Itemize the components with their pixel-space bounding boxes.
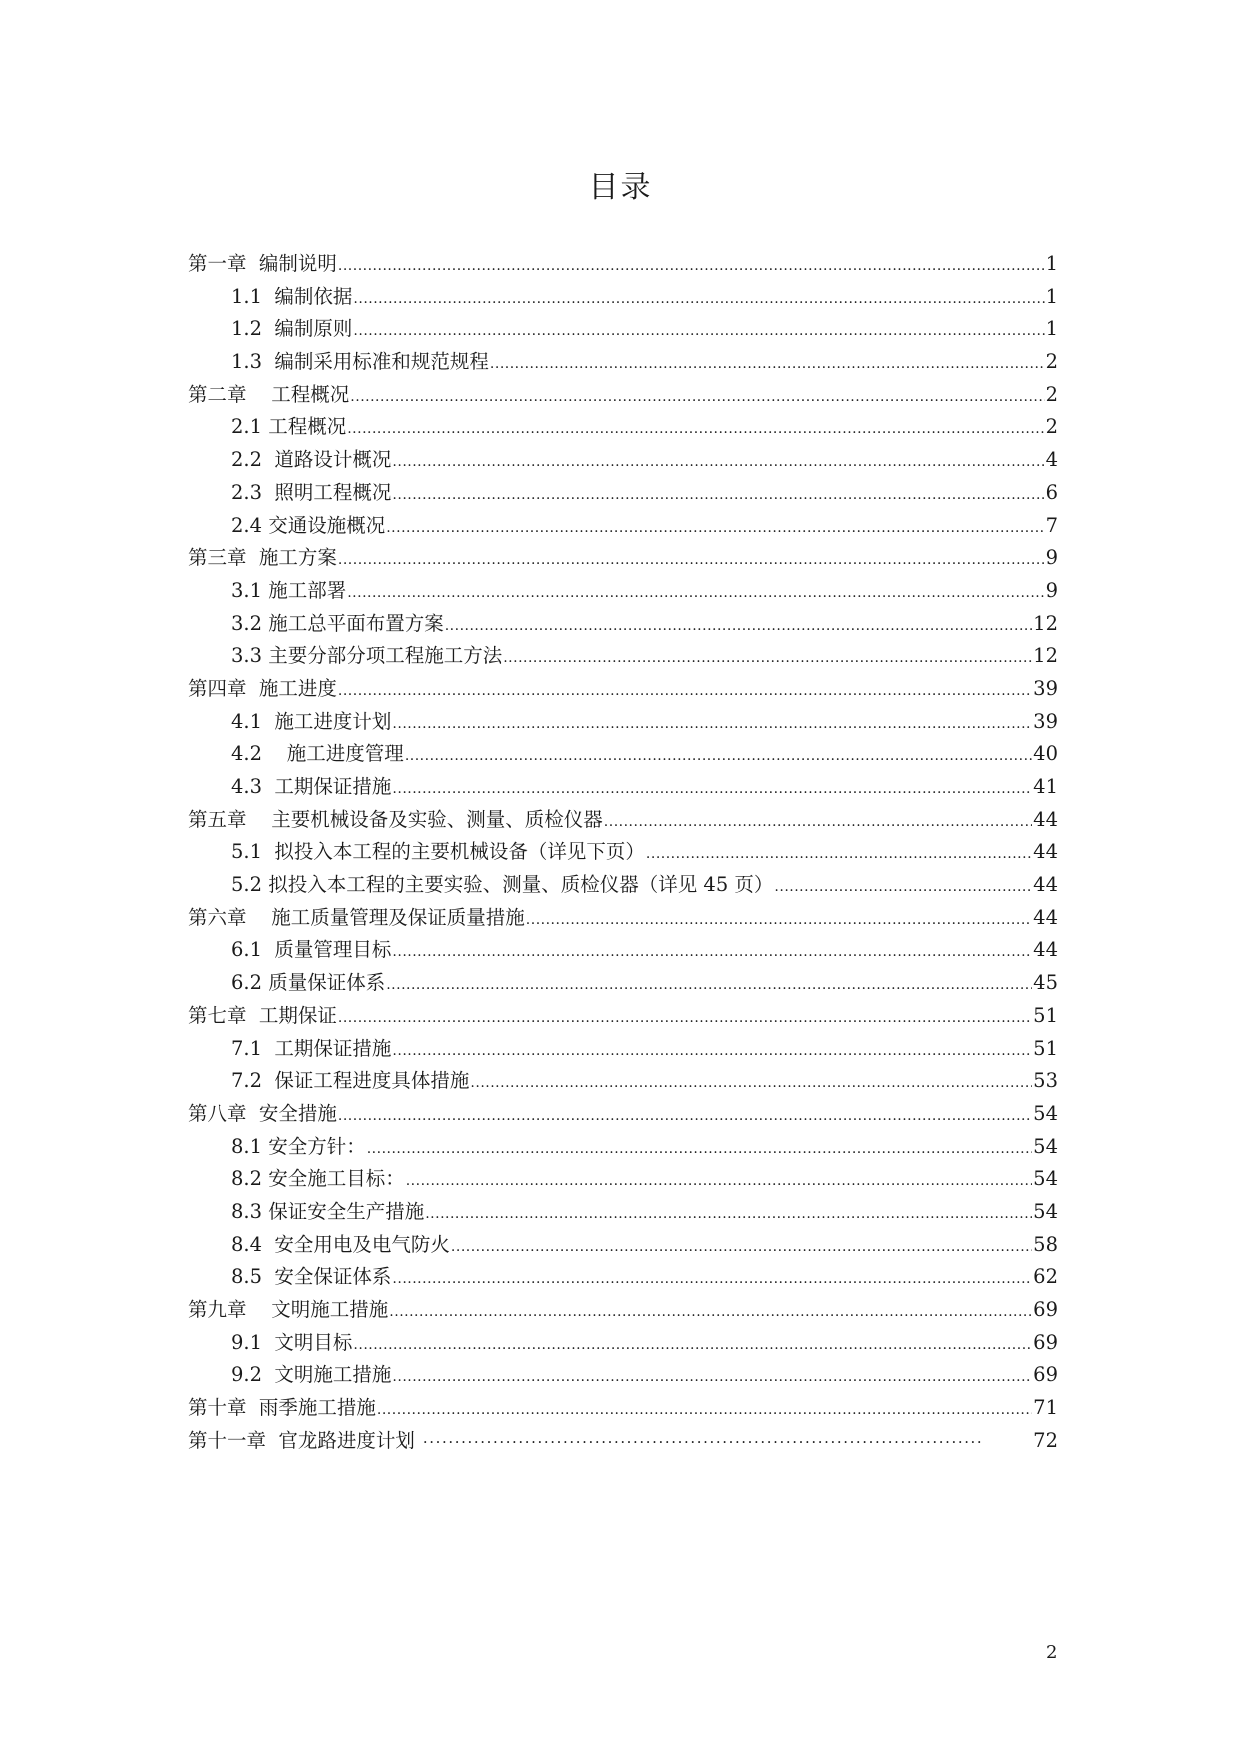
toc-entry-page-number: 54 [1033, 1199, 1058, 1223]
toc-entry-page-number: 40 [1033, 742, 1058, 766]
toc-entry-page-number: 1 [1045, 317, 1058, 341]
toc-dot-leader [386, 512, 1044, 545]
toc-section-entry[interactable] [188, 836, 1058, 869]
toc-entry-page-number: 12 [1033, 644, 1058, 668]
toc-dot-leader [451, 1231, 1032, 1264]
toc-entry-label: 9.1 文明目标 [231, 1330, 353, 1354]
toc-entry-page-number: 44 [1033, 840, 1058, 864]
toc-entry-page-number: 9 [1045, 546, 1058, 570]
toc-entry-label: 8.4 安全用电及电气防火 [231, 1232, 450, 1256]
toc-dot-leader [350, 381, 1044, 414]
toc-entry-label: 第九章 文明施工措施 [188, 1298, 389, 1321]
toc-entry-label: 8.2 安全施工目标： [231, 1167, 405, 1191]
toc-dot-leader [389, 1296, 1032, 1329]
toc-section-entry[interactable] [188, 1229, 1058, 1262]
toc-dot-leader [646, 838, 1032, 871]
toc-dot-leader [338, 675, 1032, 708]
toc-dot-leader [503, 642, 1032, 675]
toc-dot-leader [445, 610, 1032, 643]
toc-section-entry[interactable] [188, 346, 1058, 379]
toc-chapter-entry[interactable] [188, 379, 1058, 412]
toc-entry-page-number: 12 [1033, 611, 1058, 635]
toc-chapter-entry[interactable] [188, 1294, 1058, 1327]
toc-chapter-entry[interactable] [188, 248, 1058, 281]
toc-section-entry[interactable] [188, 967, 1058, 1000]
toc-dot-leader [392, 446, 1044, 479]
toc-dot-leader [347, 413, 1044, 446]
toc-dot-leader [367, 1133, 1032, 1166]
toc-chapter-entry[interactable] [188, 1098, 1058, 1131]
toc-dot-leader [774, 871, 1032, 904]
toc-entry-label: 8.5 安全保证体系 [231, 1265, 392, 1289]
toc-section-entry[interactable] [188, 869, 1058, 902]
toc-chapter-entry[interactable] [188, 902, 1058, 935]
toc-section-entry[interactable] [188, 411, 1058, 444]
toc-entry-label: 第十一章 官龙路进度计划 [188, 1428, 415, 1452]
toc-entry-label: 6.1 质量管理目标 [231, 938, 392, 962]
toc-dot-leader [423, 1426, 981, 1459]
toc-dot-leader [353, 283, 1044, 316]
toc-section-entry[interactable] [188, 575, 1058, 608]
toc-dot-leader [338, 1100, 1032, 1133]
toc-entry-label: 5.1 拟投入本工程的主要机械设备（详见下页） [231, 840, 645, 864]
toc-section-entry[interactable] [188, 934, 1058, 967]
toc-section-entry[interactable] [188, 281, 1058, 314]
toc-entry-page-number: 69 [1033, 1330, 1058, 1354]
toc-dot-leader [338, 250, 1045, 283]
toc-entry-label: 3.1 施工部署 [231, 578, 347, 602]
toc-dot-leader [526, 904, 1032, 937]
toc-entry-label: 第二章 工程概况 [188, 382, 350, 406]
toc-dot-leader [406, 1165, 1032, 1198]
toc-dot-leader [392, 479, 1044, 512]
toc-entry-page-number: 7 [1045, 513, 1058, 537]
toc-dot-leader [353, 315, 1044, 348]
toc-entry-label: 第一章 编制说明 [188, 252, 337, 275]
toc-entry-label: 8.1 安全方针： [231, 1134, 366, 1158]
toc-section-entry[interactable] [188, 1163, 1058, 1196]
toc-entry-label: 第五章 主要机械设备及实验、测量、质检仪器 [188, 807, 603, 831]
toc-section-entry[interactable] [188, 510, 1058, 543]
toc-section-entry[interactable] [188, 1131, 1058, 1164]
toc-chapter-entry[interactable] [188, 673, 1058, 706]
toc-dot-leader [338, 1002, 1032, 1035]
toc-section-entry[interactable] [188, 477, 1058, 510]
toc-entry-page-number: 69 [1033, 1298, 1058, 1321]
toc-entry-page-number: 44 [1033, 873, 1058, 897]
toc-section-entry[interactable] [188, 1196, 1058, 1229]
toc-dot-leader [392, 1361, 1032, 1394]
table-of-contents [188, 248, 1058, 1457]
toc-entry-page-number: 2 [1045, 382, 1058, 406]
toc-entry-page-number: 45 [1033, 971, 1058, 995]
toc-entry-label: 1.3 编制采用标准和规范规程 [231, 350, 489, 374]
toc-entry-page-number: 54 [1033, 1134, 1058, 1158]
toc-dot-leader [490, 348, 1045, 381]
toc-entry-page-number: 39 [1033, 709, 1058, 733]
toc-entry-page-number: 51 [1033, 1003, 1058, 1027]
toc-entry-label: 9.2 文明施工措施 [231, 1363, 392, 1387]
toc-entry-page-number: 71 [1033, 1396, 1058, 1420]
toc-entry-label: 第十章 雨季施工措施 [188, 1396, 376, 1420]
toc-entry-page-number: 44 [1033, 807, 1058, 831]
toc-dot-leader [392, 936, 1032, 969]
toc-entry-label: 2.2 道路设计概况 [231, 448, 392, 472]
toc-entry-label: 2.4 交通设施概况 [231, 513, 386, 537]
toc-dot-leader [604, 806, 1032, 839]
toc-entry-label: 4.3 工期保证措施 [231, 775, 392, 798]
toc-entry-label: 第三章 施工方案 [188, 546, 337, 570]
toc-entry-page-number: 51 [1033, 1036, 1058, 1060]
toc-entry-label: 3.2 施工总平面布置方案 [231, 611, 444, 635]
page-title: 目录 [588, 170, 653, 205]
toc-dot-leader [392, 773, 1032, 806]
toc-entry-label: 2.1 工程概况 [231, 415, 347, 439]
toc-entry-label: 8.3 保证安全生产措施 [231, 1199, 425, 1223]
toc-dot-leader [392, 1035, 1032, 1068]
toc-chapter-entry[interactable] [188, 1392, 1058, 1425]
toc-entry-label: 第八章 安全措施 [188, 1101, 337, 1125]
toc-dot-leader [470, 1067, 1032, 1100]
toc-entry-page-number: 4 [1045, 448, 1058, 472]
toc-entry-page-number: 2 [1045, 350, 1058, 374]
toc-entry-label: 1.2 编制原则 [231, 317, 353, 341]
toc-entry-label: 第七章 工期保证 [188, 1003, 337, 1027]
toc-entry-page-number: 9 [1045, 578, 1058, 602]
toc-entry-page-number: 39 [1033, 676, 1058, 700]
toc-entry-page-number: 58 [1033, 1232, 1058, 1256]
toc-section-entry[interactable] [188, 313, 1058, 346]
toc-entry-page-number: 6 [1045, 480, 1058, 504]
toc-entry-page-number: 1 [1045, 252, 1058, 275]
toc-entry-page-number: 62 [1033, 1265, 1058, 1289]
toc-chapter-entry[interactable] [188, 804, 1058, 837]
toc-entry-page-number: 41 [1033, 775, 1058, 798]
toc-entry-page-number: 2 [1045, 415, 1058, 439]
toc-dot-leader [338, 544, 1045, 577]
toc-section-entry[interactable] [188, 1359, 1058, 1392]
toc-entry-label: 6.2 质量保证体系 [231, 971, 386, 995]
toc-entry-page-number: 72 [1033, 1428, 1058, 1452]
toc-dot-leader [386, 969, 1032, 1002]
toc-entry-label: 1.1 编制依据 [231, 284, 353, 308]
toc-dot-leader [425, 1198, 1032, 1231]
toc-entry-label: 第六章 施工质量管理及保证质量措施 [188, 905, 525, 929]
toc-entry-label: 第四章 施工进度 [188, 676, 337, 700]
toc-dot-leader [347, 577, 1044, 610]
toc-entry-page-number: 1 [1045, 284, 1058, 308]
toc-section-entry[interactable] [188, 444, 1058, 477]
toc-entry-page-number: 54 [1033, 1167, 1058, 1191]
toc-entry-page-number: 69 [1033, 1363, 1058, 1387]
toc-dot-leader [392, 1263, 1032, 1296]
toc-dot-leader [392, 708, 1032, 741]
toc-entry-label: 2.3 照明工程概况 [231, 480, 392, 504]
page-number: 2 [1046, 1642, 1058, 1663]
toc-section-entry[interactable] [188, 1065, 1058, 1098]
toc-section-entry[interactable] [188, 1327, 1058, 1360]
toc-entry-label: 3.3 主要分部分项工程施工方法 [231, 644, 503, 668]
toc-entry-page-number: 44 [1033, 905, 1058, 929]
toc-section-entry[interactable] [188, 1261, 1058, 1294]
toc-section-entry[interactable] [188, 706, 1058, 739]
toc-entry-page-number: 54 [1033, 1101, 1058, 1125]
toc-dot-leader [377, 1394, 1032, 1427]
toc-section-entry[interactable] [188, 1033, 1058, 1066]
toc-dot-leader [353, 1329, 1032, 1362]
toc-section-entry[interactable] [188, 608, 1058, 641]
toc-chapter-entry[interactable] [188, 542, 1058, 575]
toc-entry-label: 4.1 施工进度计划 [231, 709, 392, 733]
toc-entry-label: 7.2 保证工程进度具体措施 [231, 1069, 470, 1093]
toc-dot-leader [405, 740, 1032, 773]
toc-chapter-entry[interactable] [188, 1000, 1058, 1033]
toc-entry-label: 4.2 施工进度管理 [231, 742, 404, 766]
toc-entry-page-number: 53 [1033, 1069, 1058, 1093]
toc-section-entry[interactable] [188, 640, 1058, 673]
toc-entry-label: 7.1 工期保证措施 [231, 1036, 392, 1060]
toc-entry-page-number: 44 [1033, 938, 1058, 962]
toc-section-entry[interactable] [188, 738, 1058, 771]
toc-chapter-entry[interactable] [188, 1425, 1058, 1458]
toc-section-entry[interactable] [188, 771, 1058, 804]
toc-entry-label: 5.2 拟投入本工程的主要实验、测量、质检仪器（详见 45 页） [231, 873, 774, 897]
